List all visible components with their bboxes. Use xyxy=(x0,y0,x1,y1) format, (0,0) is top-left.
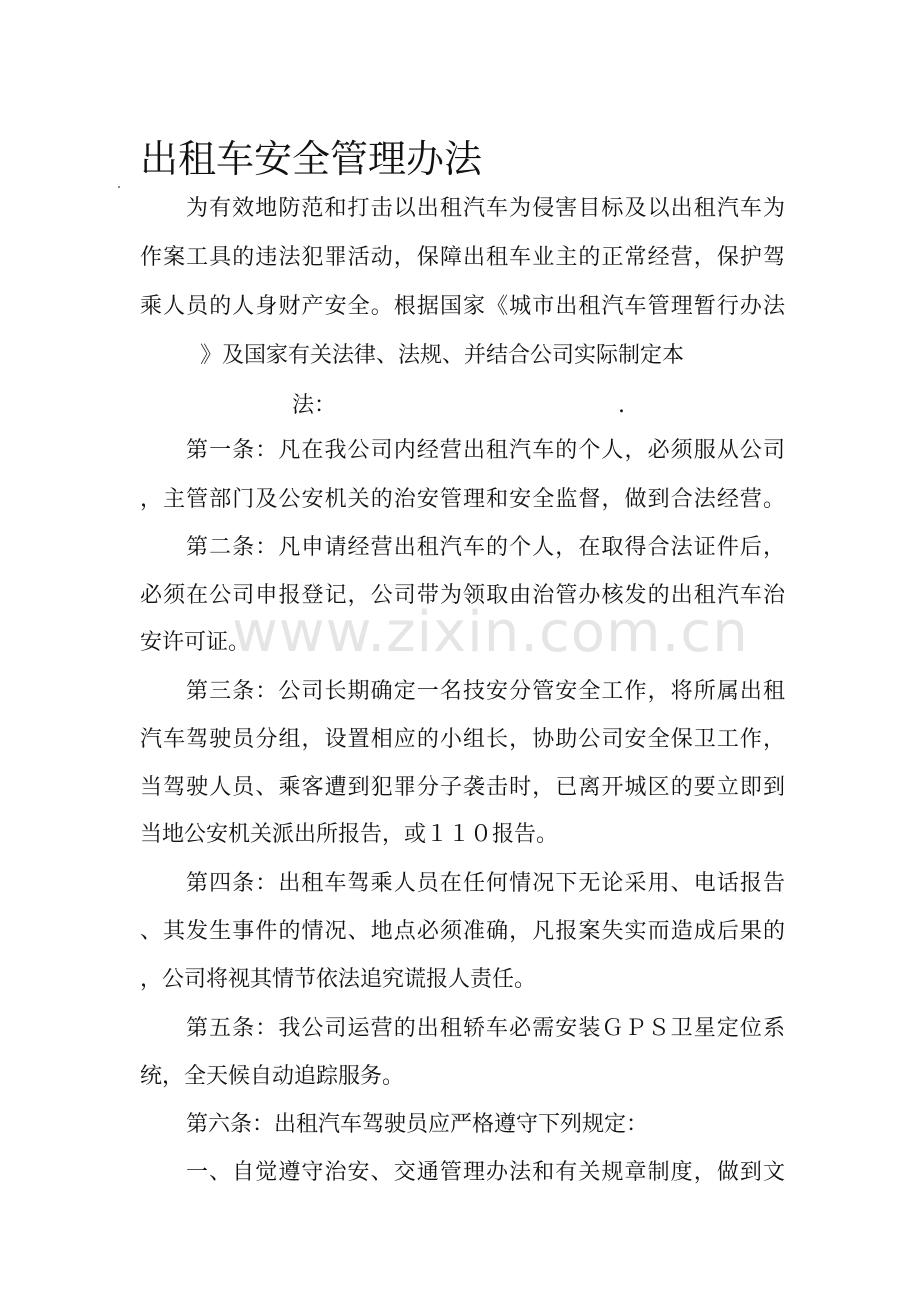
article-2-line-2: 必须在公司申报登记，公司带为领取由治管办核发的出租汽车治 xyxy=(140,583,785,608)
article-5-line-1: 第五条：我公司运营的出租轿车必需安装ＧＰＳ卫星定位系 xyxy=(186,1016,785,1041)
document-title: 出租车安全管理办法 xyxy=(140,137,483,181)
article-3-line-2: 汽车驾驶员分组，设置相应的小组长，协助公司安全保卫工作， xyxy=(140,727,785,752)
intro-line-1: 为有效地防范和打击以出租汽车为侵害目标及以出租汽车为 xyxy=(186,196,785,221)
article-6-item-1: 一、自觉遵守治安、交通管理办法和有关规章制度，做到文 xyxy=(186,1160,785,1185)
article-2-line-1: 第二条：凡申请经营出租汽车的个人，在取得合法证件后， xyxy=(186,535,785,560)
intro-line-2: 作案工具的违法犯罪活动，保障出租车业主的正常经营，保护驾 xyxy=(140,245,785,270)
article-4-line-1: 第四条：出租车驾乘人员在任何情况下无论采用、电话报告 xyxy=(186,871,785,896)
intro-dot: . xyxy=(618,393,625,418)
article-5-line-2: 统，全天候自动追踪服务。 xyxy=(140,1064,405,1089)
watermark: www.zixin.com.cn xyxy=(232,600,749,665)
article-2-line-3: 安许可证。 xyxy=(140,630,251,655)
article-6-line-1: 第六条：出租汽车驾驶员应严格遵守下列规定： xyxy=(186,1112,649,1137)
article-3-line-1: 第三条：公司长期确定一名技安分管安全工作，将所属出租 xyxy=(186,679,785,704)
article-4-line-3: ，公司将视其情节依法追究谎报人责任。 xyxy=(140,967,537,992)
article-1-line-1: 第一条：凡在我公司内经营出租汽车的个人，必须服从公司 xyxy=(186,438,785,463)
article-3-line-3: 当驾驶人员、乘客遭到犯罪分子袭击时，已离开城区的要立即到 xyxy=(140,775,785,800)
article-4-line-2: 、其发生事件的情况、地点必须准确，凡报案失实而造成后果的 xyxy=(140,919,785,944)
scan-speck xyxy=(118,186,120,188)
intro-line-4: 》及国家有关法律、法规、并结合公司实际制定本 xyxy=(200,343,685,368)
article-1-line-2: ，主管部门及公安机关的治安管理和安全监督，做到合法经营。 xyxy=(140,487,785,512)
intro-line-5: 法： xyxy=(292,393,337,418)
intro-line-3: 乘人员的人身财产安全。根据国家《城市出租汽车管理暂行办法 xyxy=(140,294,785,319)
article-3-line-4: 当地公安机关派出所报告，或１１０报告。 xyxy=(140,822,559,847)
